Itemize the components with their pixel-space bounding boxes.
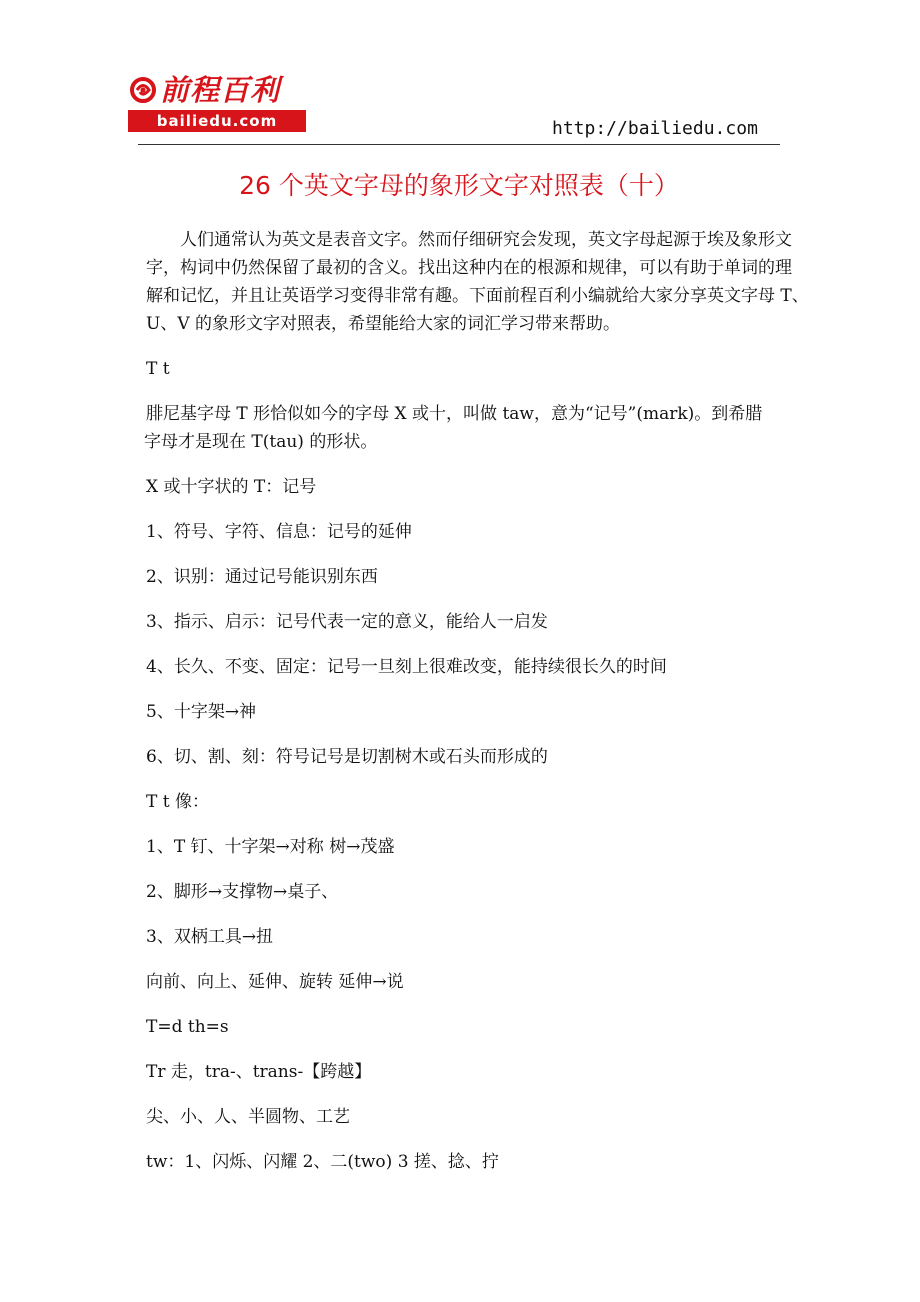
- intro-paragraph: [146, 226, 809, 338]
- phoenician-paragraph: [146, 400, 780, 456]
- text-line: tw：1、闪烁、闪耀 2、二(two) 3 搓、捻、拧: [146, 1152, 499, 1172]
- article-body: [144, 226, 809, 1193]
- logo-wordmark: [128, 72, 280, 108]
- logo-domain: bailiedu.com: [128, 110, 306, 132]
- header-divider: [138, 144, 780, 145]
- list-item: 1、T 钉、十字架→对称 树→茂盛: [146, 837, 395, 857]
- logo-swirl-icon: [128, 75, 158, 105]
- list-item: 4、长久、不变、固定：记号一旦刻上很难改变，能持续很长久的时间: [146, 657, 667, 677]
- section-heading-t: T t: [146, 359, 170, 379]
- list-item: 5、十字架→神: [146, 702, 257, 722]
- list-heading: T t 像：: [146, 792, 209, 812]
- list-item: 3、双柄工具→扭: [146, 927, 274, 947]
- list-item: 2、识别：通过记号能识别东西: [146, 567, 378, 587]
- intro-line: 人们通常认为英文是表音文字。然而仔细研究会发现，英文字母起源于埃及象形文: [180, 230, 792, 250]
- list-item: 6、切、割、刻：符号记号是切割树木或石头而形成的: [146, 747, 548, 767]
- list-item: 3、指示、启示：记号代表一定的意义，能给人一启发: [146, 612, 548, 632]
- text-line: T=d th=s: [146, 1017, 229, 1037]
- list-item: 2、脚形→支撑物→桌子、: [146, 882, 339, 902]
- list-item: 1、符号、字符、信息：记号的延伸: [146, 522, 412, 542]
- text-line: Tr 走，tra-、trans-【跨越】: [146, 1062, 372, 1082]
- site-logo[interactable]: [128, 72, 308, 132]
- page-title: 26 个英文字母的象形文字对照表（十）: [239, 171, 679, 200]
- text-line: 向前、向上、延伸、旋转 延伸→说: [146, 972, 404, 992]
- paragraph-line: 字母才是现在 T(tau) 的形状。: [144, 432, 378, 452]
- header-url-link[interactable]: http://bailiedu.com: [552, 118, 758, 139]
- logo-text: 前程百利: [160, 73, 281, 107]
- intro-line: 解和记忆，并且让英语学习变得非常有趣。下面前程百利小编就给大家分享英文字母 T、: [146, 286, 809, 306]
- text-line: 尖、小、人、半圆物、工艺: [146, 1107, 350, 1127]
- paragraph-line: 腓尼基字母 T 形恰似如今的字母 X 或十，叫做 taw，意为“记号”(mark)。到希腊: [146, 404, 763, 424]
- intro-line: 字，构词中仍然保留了最初的含义。找出这种内在的根源和规律，可以有助于单词的理: [146, 258, 792, 278]
- intro-line: U、V 的象形文字对照表，希望能给大家的词汇学习带来帮助。: [146, 314, 621, 334]
- list-heading: X 或十字状的 T：记号: [146, 477, 317, 497]
